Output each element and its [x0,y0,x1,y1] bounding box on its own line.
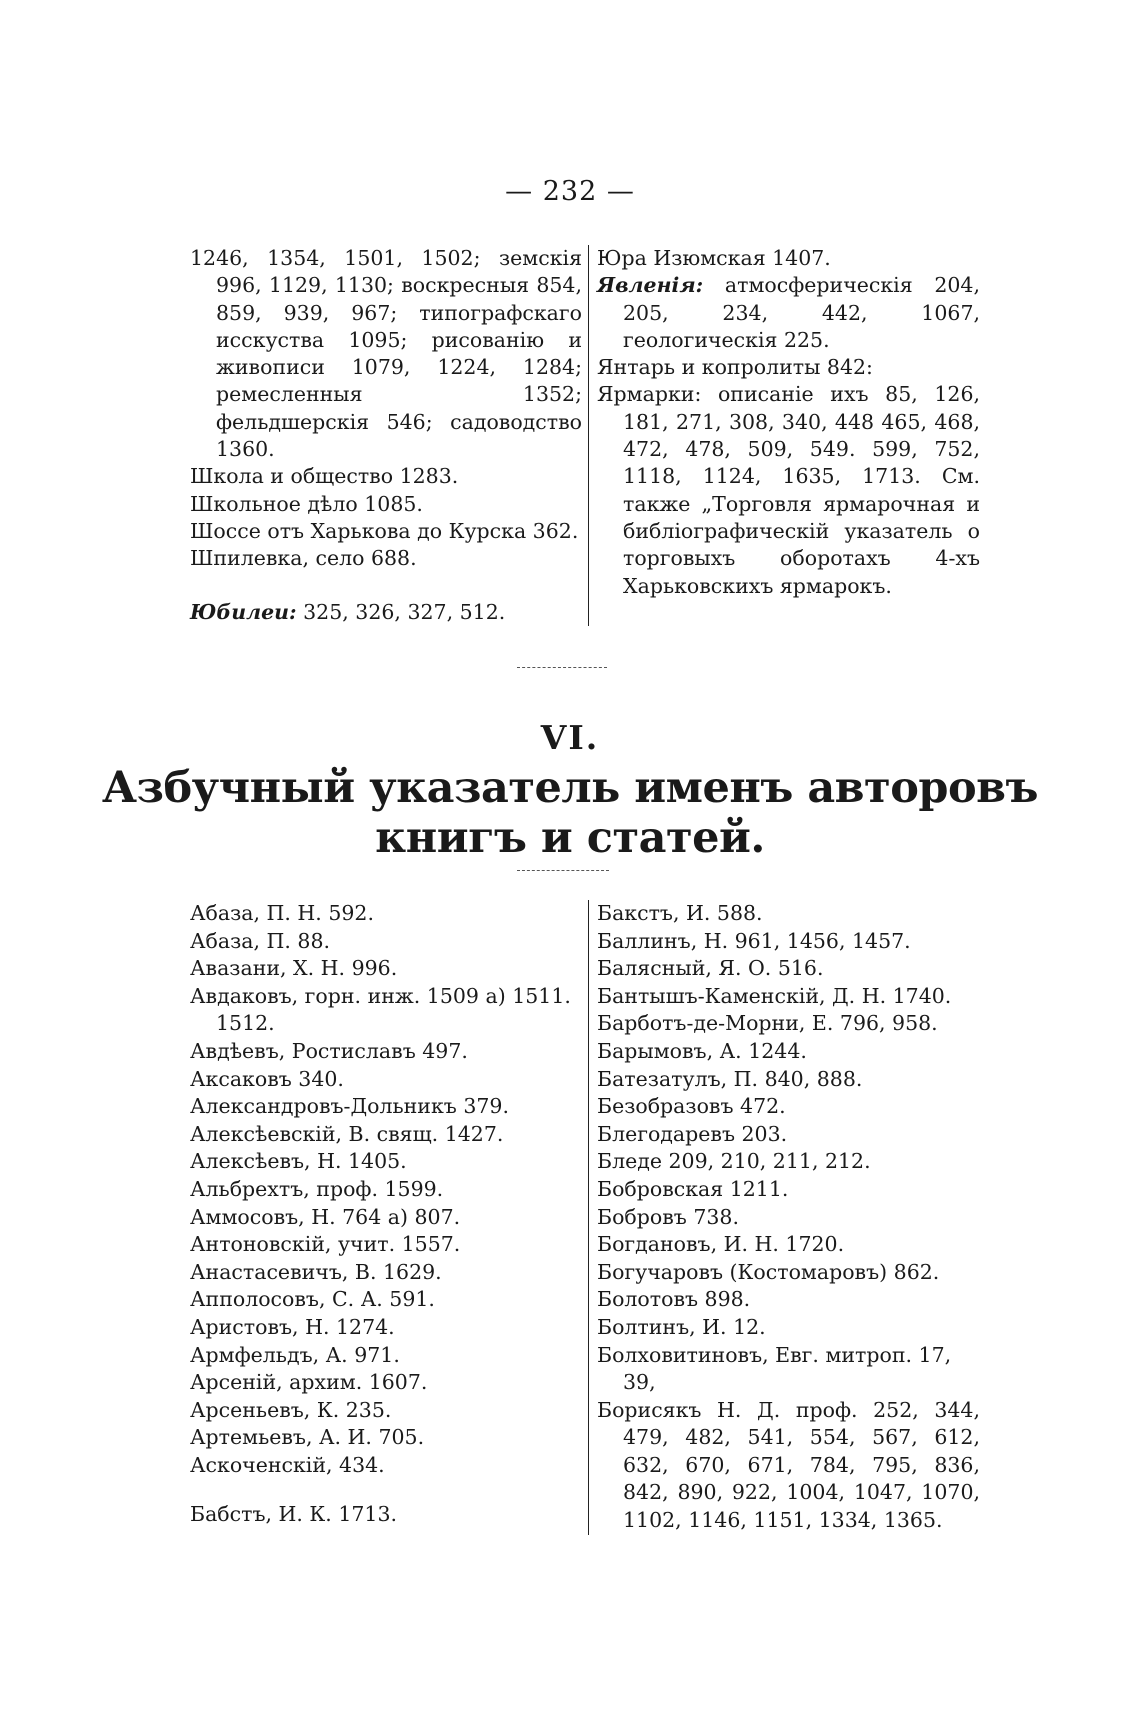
author-entry: Антоновскій, учит. 1557. [190,1232,461,1257]
index-entry-yavlenia [597,272,980,354]
author-entry: Борисякъ Н. Д. проф. 252, 344, 479, 482, 541, 554, 567, 612, 632, 670, 671, 784, 795, 836, 842, 890, 922, 1004, 1047, 1070, 1102, 1146, 1151, 1334, 1365. [597,1397,980,1533]
separator-rule [517,870,609,871]
author-entry: Болотовъ 898. [597,1287,751,1312]
subject-index-left-column [190,245,588,626]
author-entry: Батезатулъ, П. 840, 888. [597,1066,863,1091]
author-entry: Армфельдъ, А. 971. [190,1342,400,1367]
author-entry: Богдановъ, И. Н. 1720. [597,1232,845,1257]
author-index-left-column [190,900,588,1535]
index-entry: Школа и общество 1283. [190,464,459,489]
author-entry: Арсеній, архим. 1607. [190,1370,428,1395]
author-entry: Бледе 209, 210, 211, 212. [597,1149,871,1174]
author-entry: Бабстъ, И. К. 1713. [190,1502,398,1527]
author-entry: Абаза, П. Н. 592. [190,901,374,925]
author-entry: Баллинъ, Н. 961, 1456, 1457. [597,928,911,953]
author-entry: Александровъ-Дольникъ 379. [190,1094,509,1119]
author-entry: Аммосовъ, Н. 764 а) 807. [190,1204,461,1229]
author-entry: Болтинъ, И. 12. [597,1314,766,1339]
author-index-right-column [588,900,980,1535]
index-entry: Ярмарки: описаніе ихъ 85, 126, 181, 271, 308, 340, 448 465, 468, 472, 478, 509, 549. 599, 752, 1118, 1124, 1635, 1713. См. также „Торговля ярмарочная и библіографическій указатель о торговыхъ оборотахъ 4-хъ Харьковскихъ ярмарокъ. [597,382,980,598]
author-entry: Апполосовъ, С. А. 591. [190,1287,435,1312]
author-entry: Балясный, Я. О. 516. [597,956,824,981]
author-entry: Авдаковъ, горн. инж. 1509 а) 1511. 1512. [190,983,571,1036]
author-entry: Бобровская 1211. [597,1176,789,1201]
author-entry: Бакстъ, И. 588. [597,901,763,925]
author-entry: Болховитиновъ, Евг. митроп. 17, 39, [597,1342,952,1395]
author-entry: Бобровъ 738. [597,1204,739,1229]
index-entry: Шоссе отъ Харькова до Курска 362. [190,518,579,543]
author-entry: Альбрехтъ, проф. 1599. [190,1176,444,1201]
author-entry: Блегодаревъ 203. [597,1121,788,1146]
index-entry: Шпилевка, село 688. [190,546,417,571]
author-entry: Бантышъ-Каменскій, Д. Н. 1740. [597,983,952,1008]
author-entry: Арсеньевъ, К. 235. [190,1397,392,1422]
author-entry: Алексѣевъ, Н. 1405. [190,1149,407,1174]
author-entry: Авдѣевъ, Ростиславъ 497. [190,1038,468,1063]
index-entry: Юра Изюмская 1407. [597,246,831,270]
index-entry: 1246, 1354, 1501, 1502; земскія 996, 1129, 1130; воскресныя 854, 859, 939, 967; типографскаго исскуства 1095; рисованію и живописи 1079, 1224, 1284; ремесленныя 1352; фельдшерскія 546; садоводство 1360. [190,246,582,462]
author-index [190,900,980,1535]
index-numbers: 325, 326, 327, 512. [296,599,506,624]
subject-index-continuation [190,245,980,626]
author-entry: Безобразовъ 472. [597,1094,786,1119]
index-numbers: атмосферическія 204, 205, 234, 442, 1067, геологическія 225. [623,273,980,352]
section-title-line: Азбучный указатель именъ авторовъ [101,763,1038,813]
index-entry-jubilei [190,599,582,626]
page-number: — 232 — [505,176,635,207]
index-entry: Школьное дѣло 1085. [190,491,423,516]
section-title-line: книгъ и статей. [375,813,765,863]
index-heading: Явленія: [597,273,704,298]
index-entry: Янтарь и копролиты 842: [597,355,873,380]
author-entry: Артемьевъ, А. И. 705. [190,1425,425,1450]
author-entry: Аксаковъ 340. [190,1066,344,1091]
separator-rule [517,667,607,668]
author-entry: Барымовъ, А. 1244. [597,1038,807,1063]
author-entry: Аскоченскій, 434. [190,1452,385,1477]
author-entry: Абаза, П. 88. [190,928,331,953]
author-entry: Богучаровъ (Костомаровъ) 862. [597,1259,940,1284]
author-entry: Алексѣевскій, В. свящ. 1427. [190,1121,504,1146]
index-heading: Юбилеи: [190,599,297,624]
author-entry: Барботъ-де-Морни, Е. 796, 958. [597,1011,938,1036]
author-entry: Анастасевичъ, В. 1629. [190,1259,442,1284]
section-number: VI. [540,718,600,757]
author-entry: Аристовъ, Н. 1274. [190,1314,395,1339]
section-title [0,763,1140,863]
subject-index-right-column [588,245,980,626]
author-entry: Авазани, Х. Н. 996. [190,956,398,981]
